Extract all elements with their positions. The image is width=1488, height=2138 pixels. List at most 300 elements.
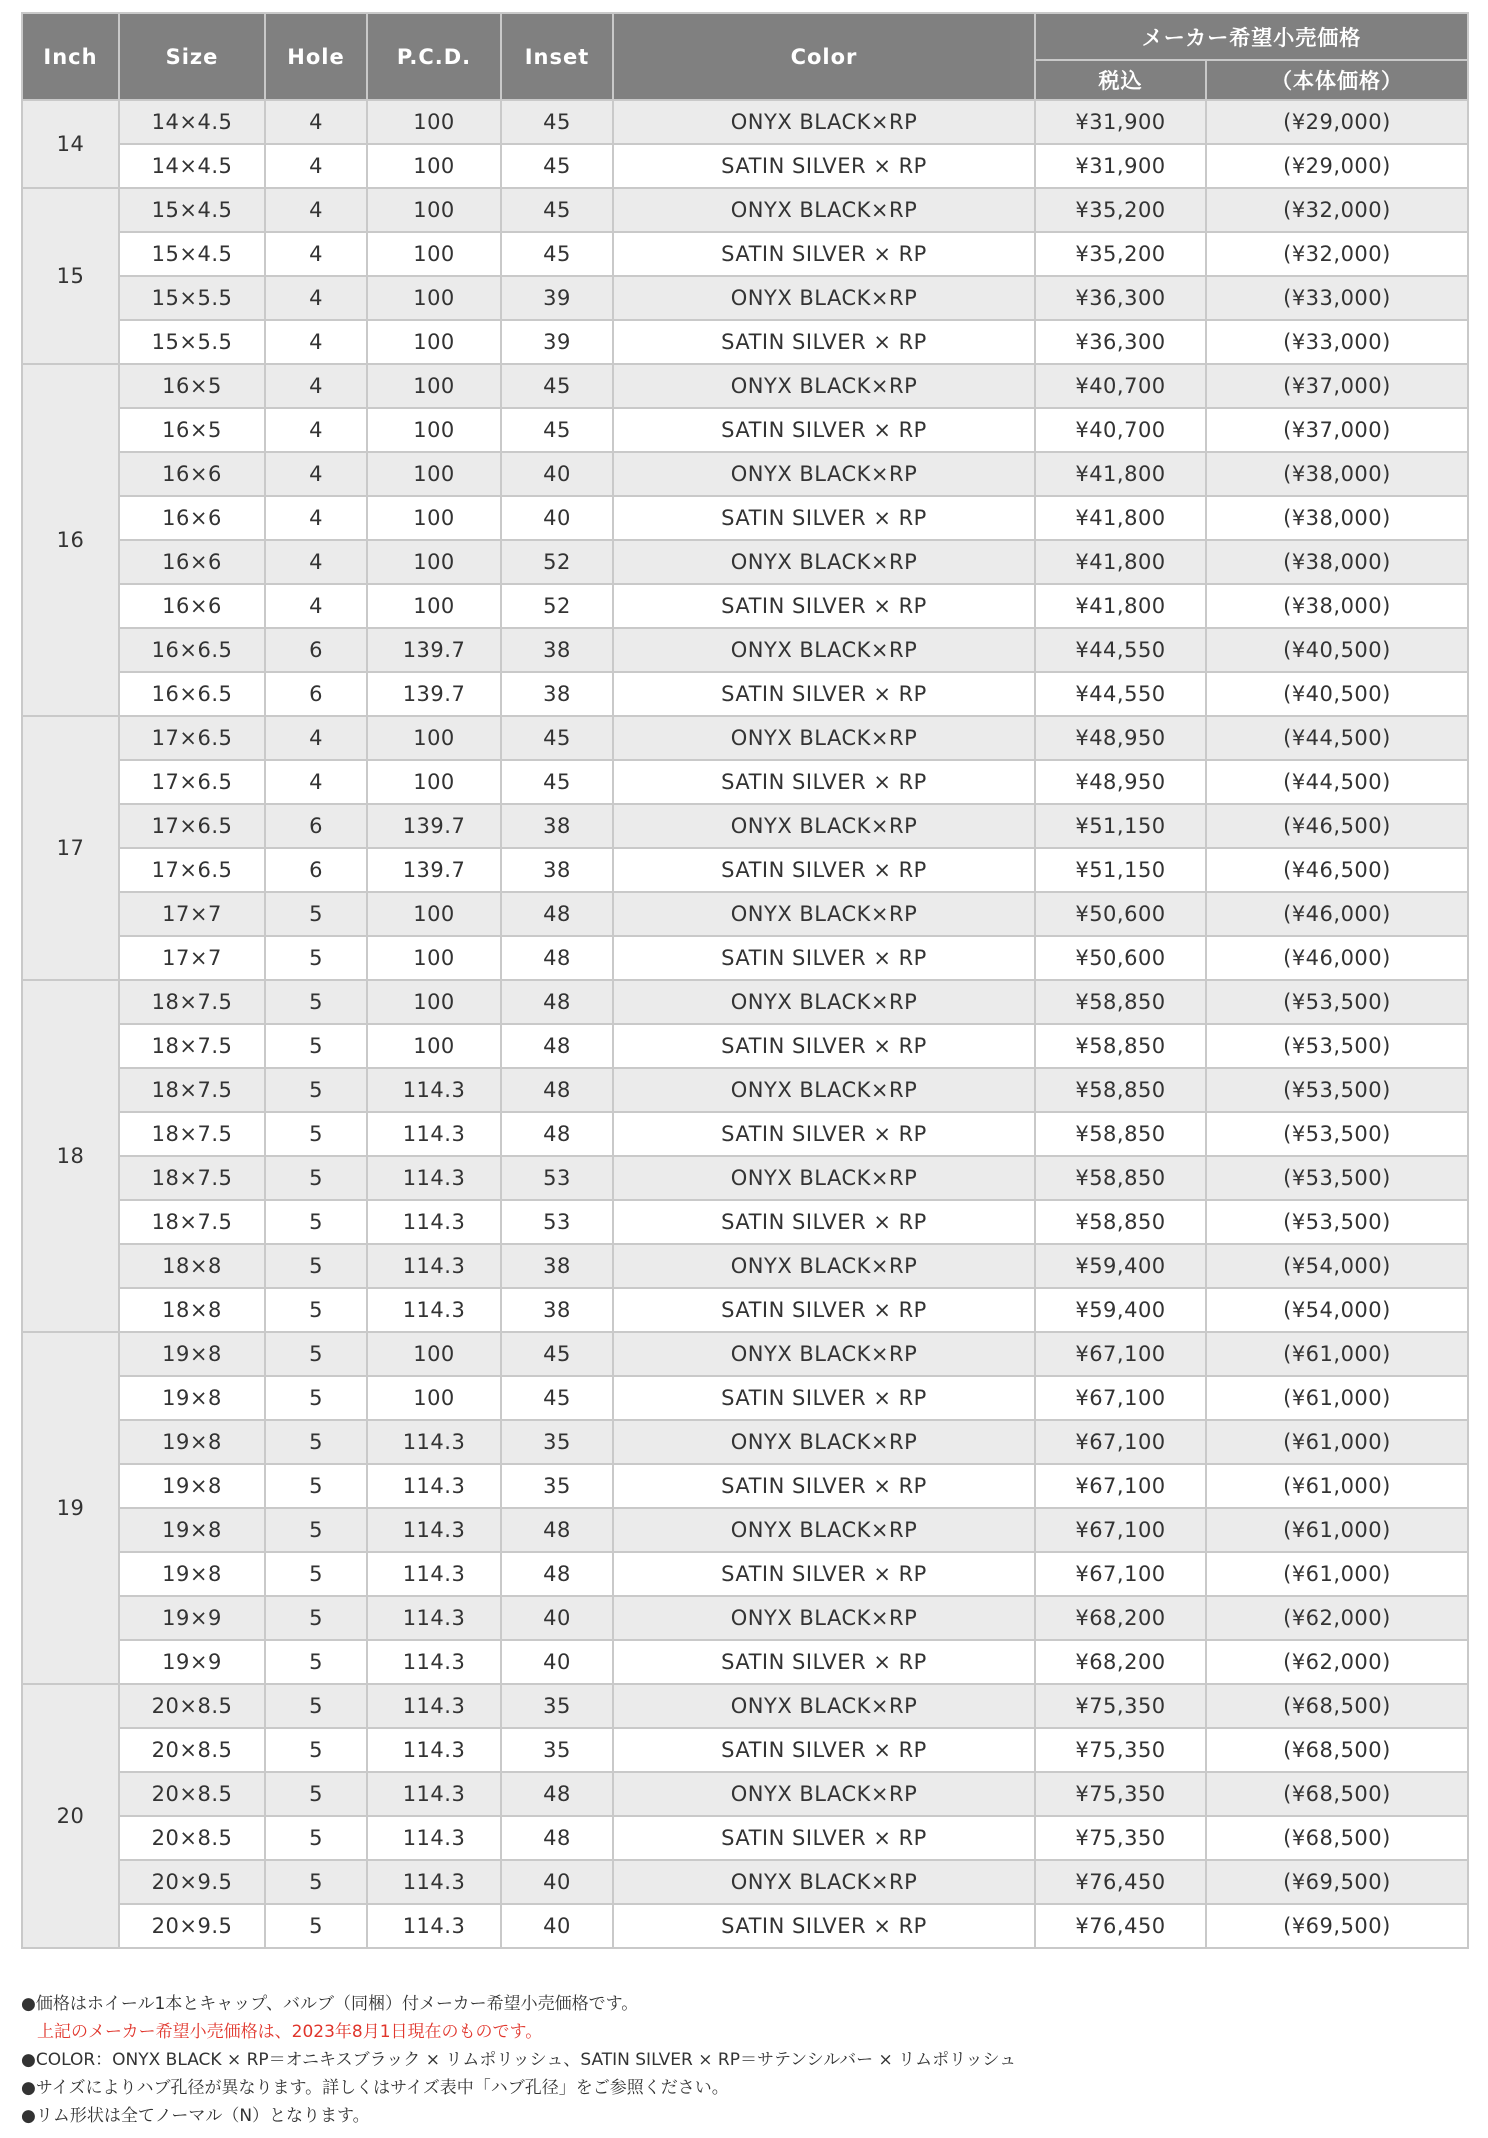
base-price-cell: (¥32,000) bbox=[1206, 188, 1468, 232]
color-cell: ONYX BLACK×RP bbox=[613, 1860, 1035, 1904]
color-cell: ONYX BLACK×RP bbox=[613, 980, 1035, 1024]
inch-cell: 19 bbox=[22, 1332, 119, 1684]
inch-cell: 18 bbox=[22, 980, 119, 1332]
inset-cell: 48 bbox=[501, 1508, 613, 1552]
inset-cell: 38 bbox=[501, 848, 613, 892]
price-cell: ¥76,450 bbox=[1035, 1860, 1206, 1904]
table-row bbox=[22, 1508, 1468, 1552]
pcd-cell: 114.3 bbox=[367, 1904, 501, 1948]
color-cell: SATIN SILVER × RP bbox=[613, 1816, 1035, 1860]
color-cell: SATIN SILVER × RP bbox=[613, 320, 1035, 364]
color-cell: SATIN SILVER × RP bbox=[613, 1112, 1035, 1156]
base-price-cell: (¥61,000) bbox=[1206, 1332, 1468, 1376]
table-row bbox=[22, 100, 1468, 144]
size-cell: 16×6 bbox=[119, 540, 265, 584]
inch-cell: 17 bbox=[22, 716, 119, 980]
inch-cell: 14 bbox=[22, 100, 119, 188]
price-cell: ¥36,300 bbox=[1035, 320, 1206, 364]
hole-cell: 5 bbox=[265, 1288, 367, 1332]
inset-cell: 38 bbox=[501, 1244, 613, 1288]
color-cell: SATIN SILVER × RP bbox=[613, 584, 1035, 628]
header-color: Color bbox=[613, 13, 1035, 100]
pcd-cell: 100 bbox=[367, 276, 501, 320]
table-row bbox=[22, 1024, 1468, 1068]
price-cell: ¥58,850 bbox=[1035, 1112, 1206, 1156]
color-cell: SATIN SILVER × RP bbox=[613, 1728, 1035, 1772]
inset-cell: 45 bbox=[501, 188, 613, 232]
size-cell: 16×6.5 bbox=[119, 628, 265, 672]
header-inset: Inset bbox=[501, 13, 613, 100]
price-cell: ¥31,900 bbox=[1035, 100, 1206, 144]
inset-cell: 48 bbox=[501, 892, 613, 936]
color-cell: SATIN SILVER × RP bbox=[613, 1904, 1035, 1948]
color-cell: ONYX BLACK×RP bbox=[613, 1596, 1035, 1640]
price-cell: ¥58,850 bbox=[1035, 1024, 1206, 1068]
header-msrp: メーカー希望小売価格 bbox=[1035, 13, 1468, 60]
table-row bbox=[22, 584, 1468, 628]
color-cell: SATIN SILVER × RP bbox=[613, 1200, 1035, 1244]
base-price-cell: (¥44,500) bbox=[1206, 716, 1468, 760]
pcd-cell: 100 bbox=[367, 1024, 501, 1068]
price-cell: ¥67,100 bbox=[1035, 1552, 1206, 1596]
pcd-cell: 100 bbox=[367, 936, 501, 980]
table-row bbox=[22, 1640, 1468, 1684]
price-cell: ¥67,100 bbox=[1035, 1464, 1206, 1508]
inset-cell: 40 bbox=[501, 1596, 613, 1640]
base-price-cell: (¥53,500) bbox=[1206, 980, 1468, 1024]
note-highlight: 上記のメーカー希望小売価格は、2023年8月1日現在のものです。 bbox=[37, 2022, 543, 2042]
base-price-cell: (¥61,000) bbox=[1206, 1508, 1468, 1552]
base-price-cell: (¥33,000) bbox=[1206, 320, 1468, 364]
table-row bbox=[22, 144, 1468, 188]
base-price-cell: (¥46,000) bbox=[1206, 936, 1468, 980]
inset-cell: 53 bbox=[501, 1200, 613, 1244]
color-cell: SATIN SILVER × RP bbox=[613, 496, 1035, 540]
hole-cell: 5 bbox=[265, 1420, 367, 1464]
size-cell: 18×7.5 bbox=[119, 980, 265, 1024]
header-size: Size bbox=[119, 13, 265, 100]
size-cell: 14×4.5 bbox=[119, 100, 265, 144]
size-cell: 19×8 bbox=[119, 1464, 265, 1508]
color-cell: SATIN SILVER × RP bbox=[613, 1640, 1035, 1684]
size-cell: 16×6 bbox=[119, 496, 265, 540]
pcd-cell: 114.3 bbox=[367, 1288, 501, 1332]
inset-cell: 45 bbox=[501, 100, 613, 144]
table-row bbox=[22, 672, 1468, 716]
price-cell: ¥58,850 bbox=[1035, 1200, 1206, 1244]
hole-cell: 5 bbox=[265, 1596, 367, 1640]
price-cell: ¥35,200 bbox=[1035, 188, 1206, 232]
price-cell: ¥35,200 bbox=[1035, 232, 1206, 276]
size-cell: 16×5 bbox=[119, 408, 265, 452]
base-price-cell: (¥53,500) bbox=[1206, 1156, 1468, 1200]
table-row bbox=[22, 760, 1468, 804]
price-cell: ¥40,700 bbox=[1035, 364, 1206, 408]
hole-cell: 4 bbox=[265, 452, 367, 496]
size-cell: 20×8.5 bbox=[119, 1684, 265, 1728]
price-cell: ¥50,600 bbox=[1035, 892, 1206, 936]
base-price-cell: (¥29,000) bbox=[1206, 144, 1468, 188]
size-cell: 19×8 bbox=[119, 1376, 265, 1420]
header-base-price: （本体価格） bbox=[1206, 60, 1468, 100]
hole-cell: 5 bbox=[265, 1640, 367, 1684]
inset-cell: 45 bbox=[501, 1332, 613, 1376]
base-price-cell: (¥69,500) bbox=[1206, 1904, 1468, 1948]
price-cell: ¥68,200 bbox=[1035, 1596, 1206, 1640]
pcd-cell: 139.7 bbox=[367, 628, 501, 672]
price-cell: ¥48,950 bbox=[1035, 760, 1206, 804]
price-cell: ¥44,550 bbox=[1035, 672, 1206, 716]
base-price-cell: (¥38,000) bbox=[1206, 540, 1468, 584]
size-cell: 17×6.5 bbox=[119, 804, 265, 848]
inset-cell: 45 bbox=[501, 144, 613, 188]
table-row bbox=[22, 804, 1468, 848]
inset-cell: 35 bbox=[501, 1684, 613, 1728]
base-price-cell: (¥40,500) bbox=[1206, 628, 1468, 672]
price-cell: ¥58,850 bbox=[1035, 1068, 1206, 1112]
pcd-cell: 100 bbox=[367, 408, 501, 452]
hole-cell: 4 bbox=[265, 188, 367, 232]
size-cell: 19×9 bbox=[119, 1596, 265, 1640]
table-row bbox=[22, 980, 1468, 1024]
base-price-cell: (¥46,500) bbox=[1206, 804, 1468, 848]
table-row bbox=[22, 1156, 1468, 1200]
table-row bbox=[22, 1288, 1468, 1332]
base-price-cell: (¥53,500) bbox=[1206, 1068, 1468, 1112]
pcd-cell: 100 bbox=[367, 364, 501, 408]
base-price-cell: (¥38,000) bbox=[1206, 496, 1468, 540]
inset-cell: 39 bbox=[501, 276, 613, 320]
color-cell: ONYX BLACK×RP bbox=[613, 100, 1035, 144]
base-price-cell: (¥68,500) bbox=[1206, 1728, 1468, 1772]
size-cell: 16×6 bbox=[119, 452, 265, 496]
price-cell: ¥67,100 bbox=[1035, 1332, 1206, 1376]
base-price-cell: (¥38,000) bbox=[1206, 584, 1468, 628]
color-cell: ONYX BLACK×RP bbox=[613, 1332, 1035, 1376]
header-inch: Inch bbox=[22, 13, 119, 100]
color-cell: SATIN SILVER × RP bbox=[613, 1376, 1035, 1420]
hole-cell: 5 bbox=[265, 1156, 367, 1200]
inset-cell: 48 bbox=[501, 936, 613, 980]
inset-cell: 40 bbox=[501, 452, 613, 496]
inset-cell: 48 bbox=[501, 1552, 613, 1596]
price-cell: ¥59,400 bbox=[1035, 1244, 1206, 1288]
base-price-cell: (¥68,500) bbox=[1206, 1772, 1468, 1816]
price-cell: ¥75,350 bbox=[1035, 1684, 1206, 1728]
note-line: ●サイズによりハブ孔径が異なります。詳しくはサイズ表中「ハブ孔径」をご参照ください。 bbox=[21, 2078, 729, 2098]
base-price-cell: (¥61,000) bbox=[1206, 1420, 1468, 1464]
pcd-cell: 100 bbox=[367, 452, 501, 496]
pcd-cell: 100 bbox=[367, 540, 501, 584]
size-cell: 18×7.5 bbox=[119, 1068, 265, 1112]
inset-cell: 52 bbox=[501, 540, 613, 584]
color-cell: ONYX BLACK×RP bbox=[613, 1156, 1035, 1200]
inset-cell: 40 bbox=[501, 496, 613, 540]
color-cell: ONYX BLACK×RP bbox=[613, 364, 1035, 408]
price-cell: ¥41,800 bbox=[1035, 452, 1206, 496]
hole-cell: 5 bbox=[265, 1024, 367, 1068]
size-cell: 17×6.5 bbox=[119, 760, 265, 804]
pcd-cell: 139.7 bbox=[367, 804, 501, 848]
color-cell: ONYX BLACK×RP bbox=[613, 1244, 1035, 1288]
pcd-cell: 100 bbox=[367, 188, 501, 232]
hole-cell: 5 bbox=[265, 980, 367, 1024]
base-price-cell: (¥62,000) bbox=[1206, 1596, 1468, 1640]
hole-cell: 5 bbox=[265, 1244, 367, 1288]
inset-cell: 52 bbox=[501, 584, 613, 628]
notes-section bbox=[21, 1990, 1467, 2130]
color-cell: ONYX BLACK×RP bbox=[613, 452, 1035, 496]
note-line: ●COLOR：ONYX BLACK × RP＝オニキスブラック × リムポリッシュ、SATIN SILVER × RP＝サテンシルバー × リムポリッシュ bbox=[21, 2050, 1017, 2070]
inset-cell: 48 bbox=[501, 1816, 613, 1860]
base-price-cell: (¥61,000) bbox=[1206, 1376, 1468, 1420]
pcd-cell: 114.3 bbox=[367, 1860, 501, 1904]
hole-cell: 5 bbox=[265, 1464, 367, 1508]
color-cell: ONYX BLACK×RP bbox=[613, 892, 1035, 936]
table-row bbox=[22, 1332, 1468, 1376]
pcd-cell: 114.3 bbox=[367, 1156, 501, 1200]
table-row bbox=[22, 1904, 1468, 1948]
color-cell: ONYX BLACK×RP bbox=[613, 1684, 1035, 1728]
hole-cell: 5 bbox=[265, 1816, 367, 1860]
table-row bbox=[22, 892, 1468, 936]
base-price-cell: (¥61,000) bbox=[1206, 1552, 1468, 1596]
pcd-cell: 100 bbox=[367, 232, 501, 276]
price-cell: ¥67,100 bbox=[1035, 1376, 1206, 1420]
size-cell: 19×8 bbox=[119, 1420, 265, 1464]
size-cell: 18×7.5 bbox=[119, 1112, 265, 1156]
hole-cell: 5 bbox=[265, 892, 367, 936]
size-cell: 20×8.5 bbox=[119, 1728, 265, 1772]
size-cell: 15×4.5 bbox=[119, 232, 265, 276]
inset-cell: 48 bbox=[501, 1112, 613, 1156]
pcd-cell: 114.3 bbox=[367, 1244, 501, 1288]
price-cell: ¥36,300 bbox=[1035, 276, 1206, 320]
base-price-cell: (¥53,500) bbox=[1206, 1200, 1468, 1244]
hole-cell: 5 bbox=[265, 1112, 367, 1156]
table-row bbox=[22, 716, 1468, 760]
size-cell: 20×8.5 bbox=[119, 1772, 265, 1816]
inset-cell: 40 bbox=[501, 1640, 613, 1684]
pcd-cell: 100 bbox=[367, 892, 501, 936]
color-cell: ONYX BLACK×RP bbox=[613, 716, 1035, 760]
hole-cell: 5 bbox=[265, 1860, 367, 1904]
color-cell: ONYX BLACK×RP bbox=[613, 1420, 1035, 1464]
price-cell: ¥59,400 bbox=[1035, 1288, 1206, 1332]
size-cell: 17×6.5 bbox=[119, 848, 265, 892]
hole-cell: 4 bbox=[265, 364, 367, 408]
price-cell: ¥75,350 bbox=[1035, 1772, 1206, 1816]
hole-cell: 5 bbox=[265, 1552, 367, 1596]
hole-cell: 6 bbox=[265, 628, 367, 672]
table-row bbox=[22, 540, 1468, 584]
inset-cell: 38 bbox=[501, 672, 613, 716]
pcd-cell: 139.7 bbox=[367, 672, 501, 716]
color-cell: SATIN SILVER × RP bbox=[613, 672, 1035, 716]
pcd-cell: 100 bbox=[367, 496, 501, 540]
base-price-cell: (¥62,000) bbox=[1206, 1640, 1468, 1684]
size-cell: 18×7.5 bbox=[119, 1156, 265, 1200]
base-price-cell: (¥38,000) bbox=[1206, 452, 1468, 496]
table-row bbox=[22, 1596, 1468, 1640]
base-price-cell: (¥68,500) bbox=[1206, 1816, 1468, 1860]
color-cell: ONYX BLACK×RP bbox=[613, 540, 1035, 584]
price-cell: ¥58,850 bbox=[1035, 980, 1206, 1024]
color-cell: SATIN SILVER × RP bbox=[613, 848, 1035, 892]
table-row bbox=[22, 1772, 1468, 1816]
inset-cell: 45 bbox=[501, 408, 613, 452]
price-cell: ¥41,800 bbox=[1035, 496, 1206, 540]
pcd-cell: 100 bbox=[367, 1376, 501, 1420]
base-price-cell: (¥69,500) bbox=[1206, 1860, 1468, 1904]
color-cell: ONYX BLACK×RP bbox=[613, 276, 1035, 320]
color-cell: SATIN SILVER × RP bbox=[613, 936, 1035, 980]
color-cell: SATIN SILVER × RP bbox=[613, 1024, 1035, 1068]
hole-cell: 5 bbox=[265, 1200, 367, 1244]
table-row bbox=[22, 364, 1468, 408]
inset-cell: 39 bbox=[501, 320, 613, 364]
note-line: ●価格はホイール1本とキャップ、バルブ（同梱）付メーカー希望小売価格です。 bbox=[21, 1994, 639, 2014]
table-row bbox=[22, 1728, 1468, 1772]
header-pcd: P.C.D. bbox=[367, 13, 501, 100]
price-cell: ¥40,700 bbox=[1035, 408, 1206, 452]
hole-cell: 4 bbox=[265, 716, 367, 760]
price-cell: ¥51,150 bbox=[1035, 848, 1206, 892]
table-row bbox=[22, 1860, 1468, 1904]
size-cell: 20×8.5 bbox=[119, 1816, 265, 1860]
hole-cell: 5 bbox=[265, 1068, 367, 1112]
color-cell: SATIN SILVER × RP bbox=[613, 144, 1035, 188]
price-cell: ¥68,200 bbox=[1035, 1640, 1206, 1684]
price-cell: ¥75,350 bbox=[1035, 1816, 1206, 1860]
price-cell: ¥31,900 bbox=[1035, 144, 1206, 188]
base-price-cell: (¥61,000) bbox=[1206, 1464, 1468, 1508]
color-cell: ONYX BLACK×RP bbox=[613, 628, 1035, 672]
pcd-cell: 114.3 bbox=[367, 1816, 501, 1860]
table-row bbox=[22, 848, 1468, 892]
table-row bbox=[22, 1244, 1468, 1288]
color-cell: ONYX BLACK×RP bbox=[613, 1508, 1035, 1552]
size-cell: 18×7.5 bbox=[119, 1200, 265, 1244]
pcd-cell: 114.3 bbox=[367, 1112, 501, 1156]
hole-cell: 6 bbox=[265, 672, 367, 716]
pcd-cell: 114.3 bbox=[367, 1684, 501, 1728]
table-row bbox=[22, 1420, 1468, 1464]
wheel-spec-table bbox=[21, 12, 1469, 1949]
pcd-cell: 100 bbox=[367, 980, 501, 1024]
inset-cell: 38 bbox=[501, 628, 613, 672]
color-cell: SATIN SILVER × RP bbox=[613, 1552, 1035, 1596]
size-cell: 16×6 bbox=[119, 584, 265, 628]
inset-cell: 53 bbox=[501, 1156, 613, 1200]
hole-cell: 5 bbox=[265, 1508, 367, 1552]
base-price-cell: (¥32,000) bbox=[1206, 232, 1468, 276]
pcd-cell: 139.7 bbox=[367, 848, 501, 892]
base-price-cell: (¥53,500) bbox=[1206, 1024, 1468, 1068]
hole-cell: 6 bbox=[265, 848, 367, 892]
size-cell: 15×4.5 bbox=[119, 188, 265, 232]
hole-cell: 4 bbox=[265, 100, 367, 144]
pcd-cell: 114.3 bbox=[367, 1552, 501, 1596]
table-row bbox=[22, 1112, 1468, 1156]
hole-cell: 5 bbox=[265, 936, 367, 980]
pcd-cell: 114.3 bbox=[367, 1772, 501, 1816]
price-cell: ¥50,600 bbox=[1035, 936, 1206, 980]
base-price-cell: (¥37,000) bbox=[1206, 364, 1468, 408]
price-cell: ¥51,150 bbox=[1035, 804, 1206, 848]
price-cell: ¥58,850 bbox=[1035, 1156, 1206, 1200]
base-price-cell: (¥53,500) bbox=[1206, 1112, 1468, 1156]
inset-cell: 35 bbox=[501, 1464, 613, 1508]
base-price-cell: (¥68,500) bbox=[1206, 1684, 1468, 1728]
table-row bbox=[22, 1684, 1468, 1728]
size-cell: 19×8 bbox=[119, 1552, 265, 1596]
size-cell: 18×8 bbox=[119, 1244, 265, 1288]
pcd-cell: 114.3 bbox=[367, 1508, 501, 1552]
pcd-cell: 114.3 bbox=[367, 1068, 501, 1112]
size-cell: 18×7.5 bbox=[119, 1024, 265, 1068]
table-row bbox=[22, 276, 1468, 320]
base-price-cell: (¥46,000) bbox=[1206, 892, 1468, 936]
size-cell: 18×8 bbox=[119, 1288, 265, 1332]
inch-cell: 16 bbox=[22, 364, 119, 716]
table-row bbox=[22, 452, 1468, 496]
pcd-cell: 100 bbox=[367, 716, 501, 760]
size-cell: 16×6.5 bbox=[119, 672, 265, 716]
base-price-cell: (¥29,000) bbox=[1206, 100, 1468, 144]
table-row bbox=[22, 1816, 1468, 1860]
base-price-cell: (¥54,000) bbox=[1206, 1288, 1468, 1332]
table-row bbox=[22, 1376, 1468, 1420]
inset-cell: 45 bbox=[501, 760, 613, 804]
size-cell: 19×8 bbox=[119, 1332, 265, 1376]
table-row bbox=[22, 496, 1468, 540]
size-cell: 17×7 bbox=[119, 892, 265, 936]
table-row bbox=[22, 1552, 1468, 1596]
hole-cell: 4 bbox=[265, 232, 367, 276]
color-cell: SATIN SILVER × RP bbox=[613, 1288, 1035, 1332]
pcd-cell: 100 bbox=[367, 100, 501, 144]
size-cell: 16×5 bbox=[119, 364, 265, 408]
hole-cell: 6 bbox=[265, 804, 367, 848]
price-cell: ¥67,100 bbox=[1035, 1508, 1206, 1552]
inset-cell: 38 bbox=[501, 1288, 613, 1332]
table-row bbox=[22, 232, 1468, 276]
size-cell: 17×7 bbox=[119, 936, 265, 980]
pcd-cell: 100 bbox=[367, 1332, 501, 1376]
inset-cell: 45 bbox=[501, 364, 613, 408]
inset-cell: 45 bbox=[501, 1376, 613, 1420]
table-row bbox=[22, 1200, 1468, 1244]
hole-cell: 5 bbox=[265, 1728, 367, 1772]
hole-cell: 4 bbox=[265, 408, 367, 452]
pcd-cell: 100 bbox=[367, 584, 501, 628]
hole-cell: 4 bbox=[265, 584, 367, 628]
pcd-cell: 100 bbox=[367, 320, 501, 364]
price-cell: ¥48,950 bbox=[1035, 716, 1206, 760]
hole-cell: 5 bbox=[265, 1904, 367, 1948]
hole-cell: 5 bbox=[265, 1772, 367, 1816]
table-body bbox=[22, 100, 1468, 1948]
size-cell: 15×5.5 bbox=[119, 276, 265, 320]
table-row bbox=[22, 936, 1468, 980]
base-price-cell: (¥46,500) bbox=[1206, 848, 1468, 892]
size-cell: 14×4.5 bbox=[119, 144, 265, 188]
price-cell: ¥75,350 bbox=[1035, 1728, 1206, 1772]
base-price-cell: (¥44,500) bbox=[1206, 760, 1468, 804]
inset-cell: 35 bbox=[501, 1728, 613, 1772]
size-cell: 17×6.5 bbox=[119, 716, 265, 760]
